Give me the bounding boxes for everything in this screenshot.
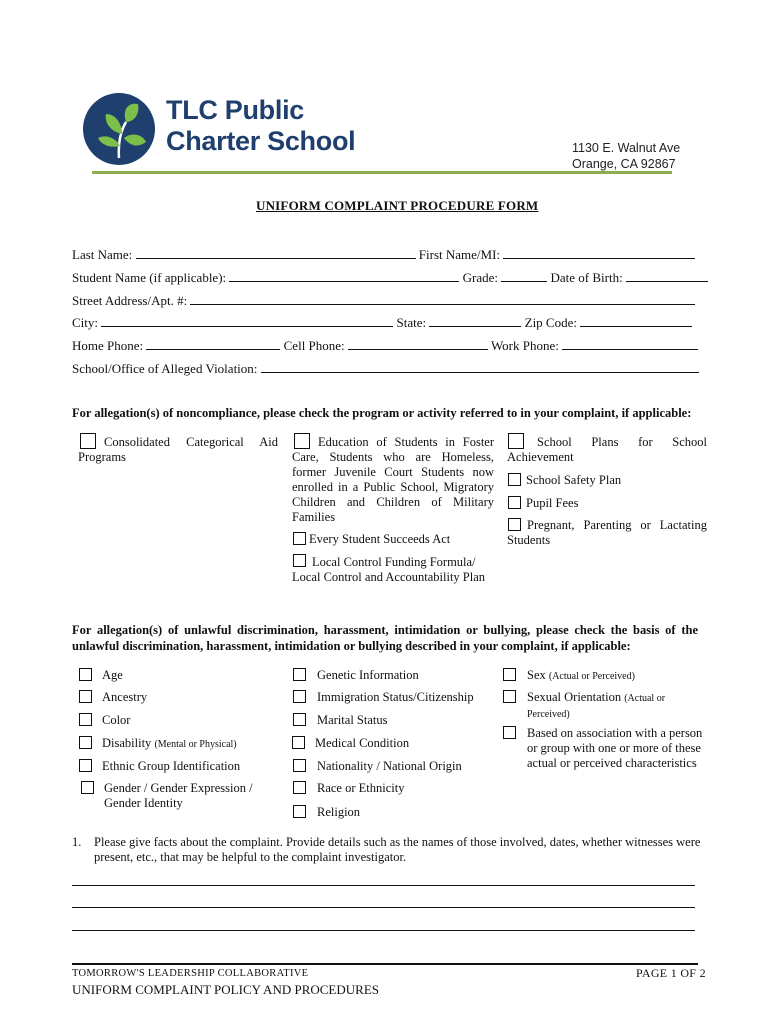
address-line2: Orange, CA 92867 [572,157,676,171]
option-orientation [527,690,697,722]
state-field[interactable] [429,314,521,327]
school-label: School/Office of Alleged Violation: [72,361,258,376]
state-label: State: [396,315,427,330]
option-gender: Gender / Gender Expression / Gender Identity [104,781,253,810]
school-name-line1: TLC Public [166,95,304,125]
option-foster: Education of Students in Foster Care, Students who are Homeless, former Juvenile Court Students now enrolled in a Public School, Migratory Children and Children of Military Families [292,435,494,524]
disability-note: (Mental or Physical) [154,739,237,750]
checkbox-marital[interactable] [293,713,306,726]
option-marital: Marital Status [317,713,388,727]
page-number: PAGE 1 OF 2 [636,966,706,980]
question-1 [72,835,702,865]
option-pregnant: Pregnant, Parenting or Lactating Students [507,518,707,547]
last-name-field[interactable] [136,246,416,259]
checkbox-race[interactable] [293,781,306,794]
sex-label: Sex [527,668,546,682]
first-name-field[interactable] [503,246,695,259]
question-1-text: Please give facts about the complaint. Provide details such as the names of those involved, dates, whether witnesses were present, etc., that may be helpful to the complaint investigator. [94,835,701,864]
checkbox-disability[interactable] [79,736,92,749]
form-title: UNIFORM COMPLAINT PROCEDURE FORM [256,198,539,213]
footer-rule [72,963,698,965]
option-essa: Every Student Succeeds Act [309,532,451,546]
question-1-number: 1. [72,835,82,849]
school-address [572,140,680,172]
discrimination-heading: For allegation(s) of unlawful discrimination, harassment, intimidation or bullying, please check the basis of the unlawful discrimination, harassment, intimidation or bullying described in your complaint, if applicable: [72,623,698,653]
zip-label: Zip Code: [524,315,577,330]
option-medical: Medical Condition [315,736,410,750]
checkbox-pupil-fees[interactable] [508,496,521,509]
option-school-plans: School Plans for School Achievement [507,435,707,464]
answer-line-1[interactable] [72,885,695,886]
option-safety-plan: School Safety Plan [526,473,622,487]
cell-phone-field[interactable] [348,337,488,350]
checkbox-medical[interactable] [292,736,305,749]
school-field[interactable] [261,360,699,373]
leaf-logo-icon [82,92,156,166]
option-genetic: Genetic Information [317,668,419,682]
city-field[interactable] [101,314,393,327]
checkbox-nationality[interactable] [293,759,306,772]
option-lcff: Local Control Funding Formula/ Local Control and Accountability Plan [292,555,486,584]
grade-field[interactable] [501,269,547,282]
work-phone-field[interactable] [562,337,698,350]
option-pupil-fees: Pupil Fees [526,496,579,510]
city-label: City: [72,315,99,330]
disability-label: Disability [102,736,152,750]
footer-policy: UNIFORM COMPLAINT POLICY AND PROCEDURES [72,982,379,997]
noncompliance-heading: For allegation(s) of noncompliance, please check the program or activity referred to in your complaint, if applicable: [72,406,692,420]
checkbox-immigration[interactable] [293,690,306,703]
header-rule [92,171,672,174]
dob-field[interactable] [626,269,708,282]
school-name-line2: Charter School [166,126,356,156]
option-immigration: Immigration Status/Citizenship [317,690,474,704]
option-color: Color [102,713,131,727]
option-consolidated: Consolidated Categorical Aid Programs [78,435,278,464]
checkbox-ethnic[interactable] [79,759,92,772]
orientation-note: (Actual or Perceived) [527,693,666,720]
zip-field[interactable] [580,314,692,327]
row-city [72,314,692,331]
row-street [72,292,695,309]
checkbox-safety-plan[interactable] [508,473,521,486]
checkbox-age[interactable] [79,668,92,681]
row-student [72,269,708,286]
option-ethnic: Ethnic Group Identification [102,759,241,773]
orientation-label: Sexual Orientation [527,690,622,704]
checkbox-color[interactable] [79,713,92,726]
row-phone [72,337,698,354]
checkbox-ancestry[interactable] [79,690,92,703]
checkbox-orientation[interactable] [503,690,516,703]
row-name [72,246,695,263]
option-religion: Religion [317,805,361,819]
last-name-label: Last Name: [72,247,133,262]
student-name-label: Student Name (if applicable): [72,270,227,285]
sex-note: (Actual or Perceived) [548,671,635,682]
checkbox-association[interactable] [503,726,516,739]
answer-line-2[interactable] [72,907,695,908]
first-name-label: First Name/MI: [418,247,501,262]
street-label: Street Address/Apt. #: [72,293,188,308]
checkbox-gender[interactable] [81,781,94,794]
checkbox-essa[interactable] [293,532,306,545]
option-nationality: Nationality / National Origin [317,759,462,773]
checkbox-sex[interactable] [503,668,516,681]
checkbox-genetic[interactable] [293,668,306,681]
home-phone-label: Home Phone: [72,338,144,353]
street-field[interactable] [190,292,695,305]
work-phone-label: Work Phone: [490,338,559,353]
option-race: Race or Ethnicity [317,781,405,795]
student-name-field[interactable] [229,269,459,282]
answer-line-3[interactable] [72,930,695,931]
option-age: Age [102,668,123,682]
option-disability [102,736,237,752]
row-school [72,360,699,377]
option-association: Based on association with a person or group with one or more of these actual or perceived characteristics [527,726,703,770]
checkbox-religion[interactable] [293,805,306,818]
home-phone-field[interactable] [146,337,280,350]
school-logo [82,92,156,166]
footer-org: TOMORROW'S LEADERSHIP COLLABORATIVE [72,968,309,979]
address-line1: 1130 E. Walnut Ave [572,141,681,155]
school-name [166,95,355,157]
option-sex [527,668,635,684]
grade-label: Grade: [462,270,499,285]
dob-label: Date of Birth: [550,270,623,285]
cell-phone-label: Cell Phone: [283,338,345,353]
option-ancestry: Ancestry [102,690,148,704]
